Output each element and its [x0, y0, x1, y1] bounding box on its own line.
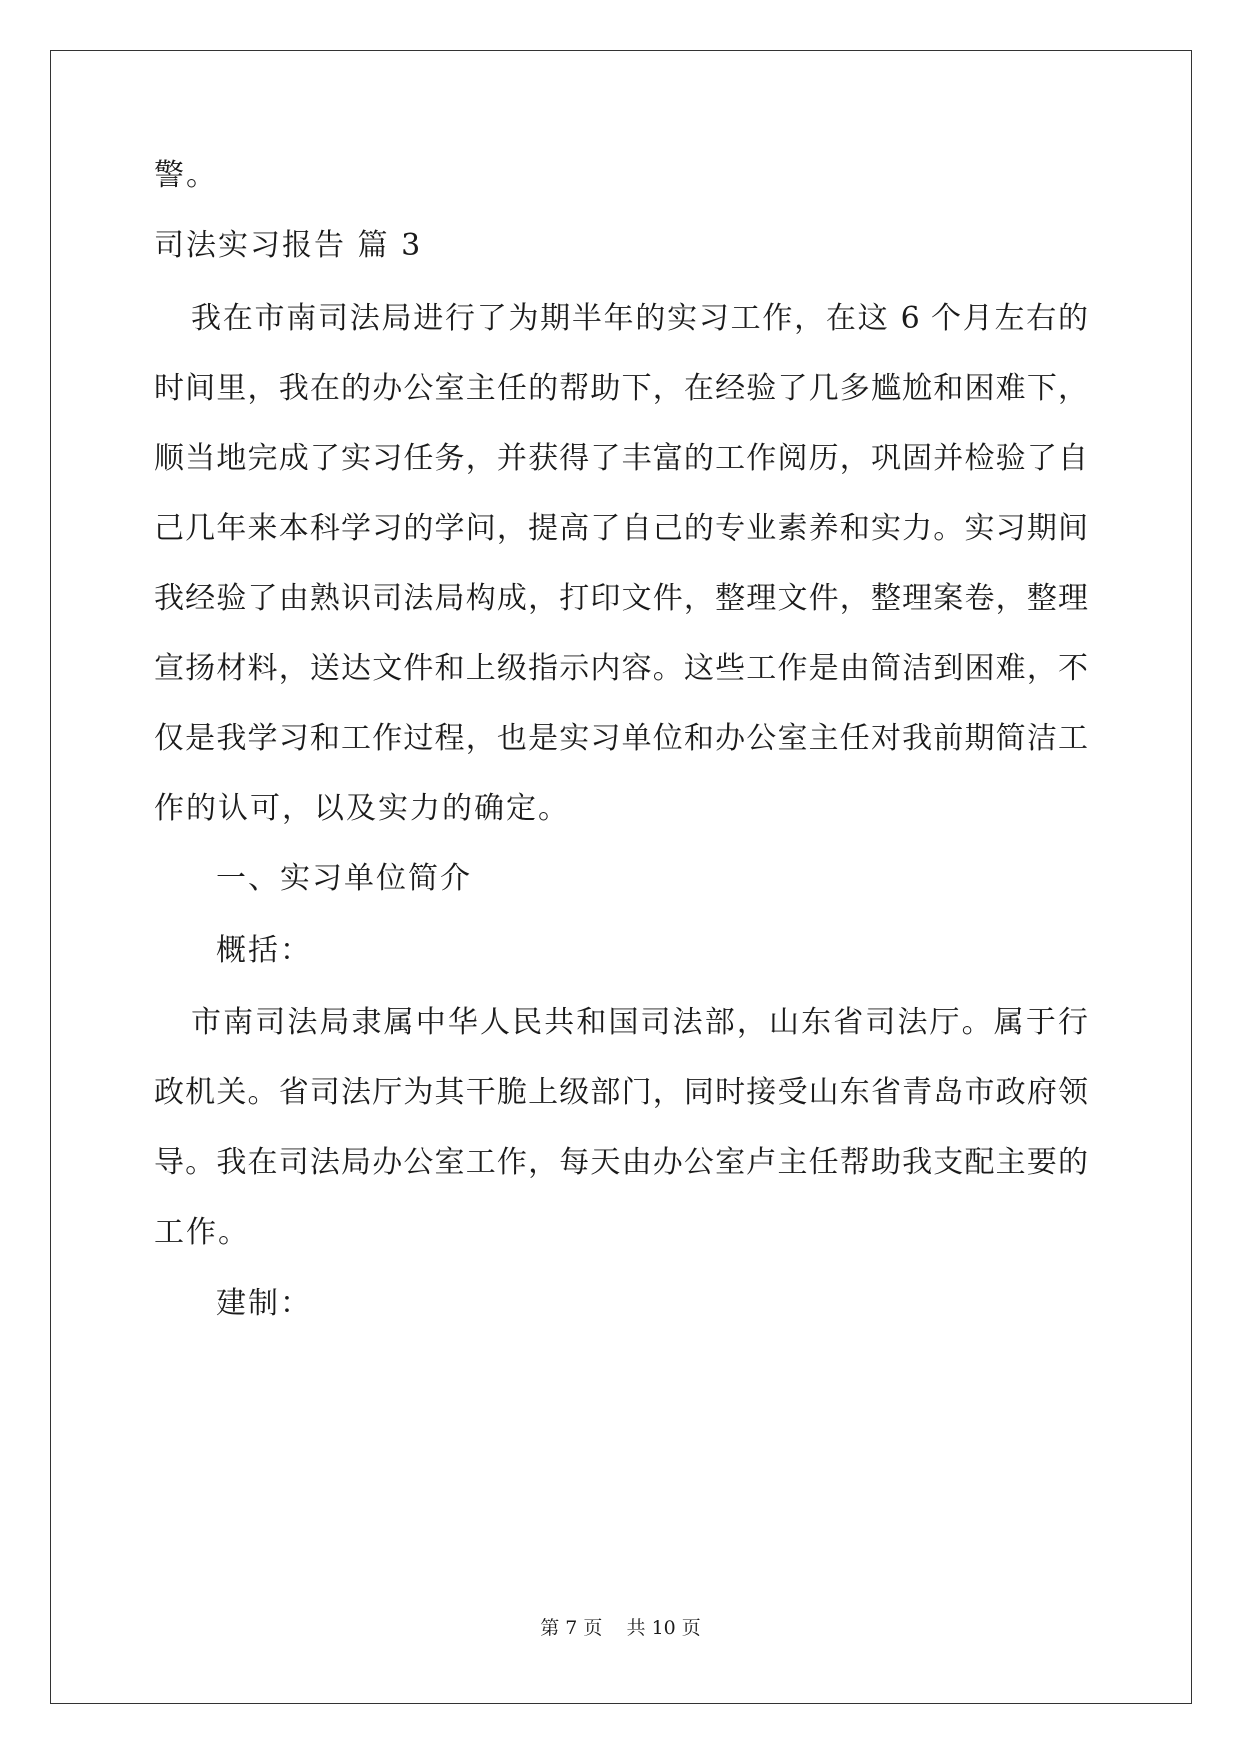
- section-heading: 司法实习报告 篇 3: [154, 228, 423, 263]
- text-line: 己几年来本科学习的学问，提高了自己的专业素养和实力。实习期间: [154, 511, 1088, 546]
- text-line: 作的认可，以及实力的确定。: [154, 791, 570, 826]
- text-line: 工作。: [154, 1215, 250, 1250]
- text-line: 仅是我学习和工作过程，也是实习单位和办公室主任对我前期简洁工: [154, 721, 1088, 756]
- text-line: 顺当地完成了实习任务，并获得了丰富的工作阅历，巩固并检验了自: [154, 441, 1088, 476]
- subsection-heading: 一、实习单位简介: [216, 861, 472, 896]
- text-line: 宣扬材料，送达文件和上级指示内容。这些工作是由简洁到困难，不: [154, 651, 1088, 686]
- text-line: 我经验了由熟识司法局构成，打印文件，整理文件，整理案卷，整理: [154, 581, 1088, 616]
- text-line: 时间里，我在的办公室主任的帮助下，在经验了几多尴尬和困难下，: [154, 371, 1088, 406]
- subsection-label: 建制：: [216, 1286, 312, 1321]
- subsection-label: 概括：: [216, 933, 312, 968]
- text-line: 导。我在司法局办公室工作，每天由办公室卢主任帮助我支配主要的: [154, 1145, 1088, 1180]
- page-number: 第 7 页 共 10 页: [540, 1617, 701, 1639]
- text-line: 警。: [154, 158, 218, 193]
- text-line: 市南司法局隶属中华人民共和国司法部，山东省司法厅。属于行: [191, 1005, 1088, 1040]
- text-line: 政机关。省司法厅为其干脆上级部门，同时接受山东省青岛市政府领: [154, 1075, 1088, 1110]
- text-line: 我在市南司法局进行了为期半年的实习工作，在这 6 个月左右的: [191, 301, 1088, 336]
